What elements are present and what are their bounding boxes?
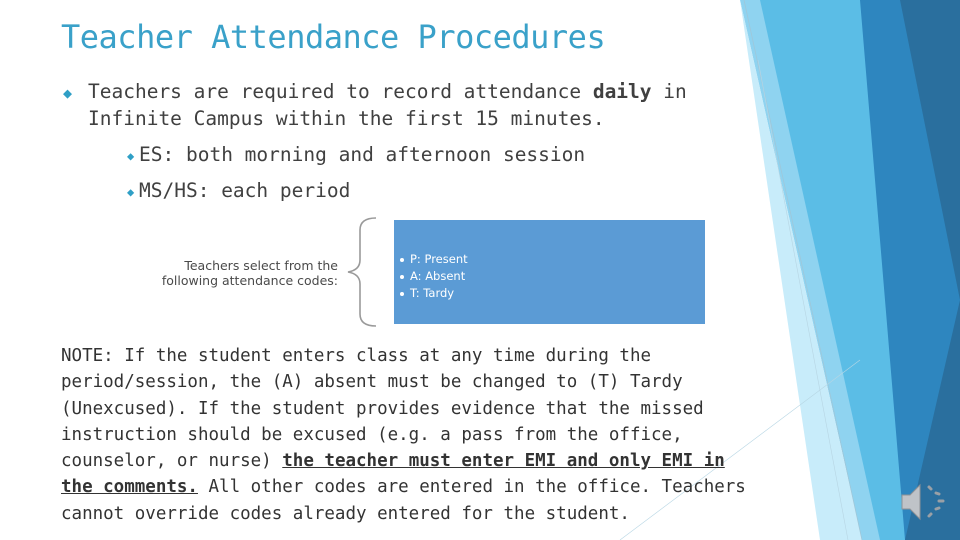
- slide-title: Teacher Attendance Procedures: [61, 18, 606, 56]
- code-present: P: Present: [400, 251, 468, 268]
- note-emphasis: the teacher must enter EMI and only EMI in the comments.: [61, 451, 725, 498]
- diamond-bullet-icon: ◆: [127, 185, 135, 199]
- main-bullet-text: Teachers are required to record attendance daily in Infinite Campus within the first 15 minutes.: [88, 80, 687, 130]
- attendance-codes-box: [394, 220, 705, 324]
- code-tardy: T: Tardy: [400, 285, 468, 302]
- sub-bullet-mshs: MS/HS: each period: [139, 179, 351, 202]
- emphasis-daily: daily: [592, 80, 652, 103]
- code-absent: A: Absent: [400, 268, 468, 285]
- diamond-bullet-icon: ◆: [127, 149, 135, 163]
- diamond-bullet-icon: ◆: [63, 84, 73, 102]
- attendance-codes-diagram: [110, 216, 710, 328]
- note-paragraph: NOTE: If the student enters class at any time during the period/session, the (A) absent must be changed to (T) Tardy (Unexcused). If the student provides evidence that the missed instruction should be excused (e.g. a pass from the office, counselor, or nurse) the teacher must enter EMI and only EMI in the comments. All other codes are entered in the office. Teachers cannot override codes already entered for the student.: [61, 346, 746, 524]
- diagram-caption: Teachers select from the following attendance codes:: [161, 258, 338, 288]
- sub-bullet-es: ES: both morning and afternoon session: [139, 143, 586, 166]
- speaker-icon[interactable]: [896, 477, 952, 527]
- brace-icon: [338, 216, 378, 328]
